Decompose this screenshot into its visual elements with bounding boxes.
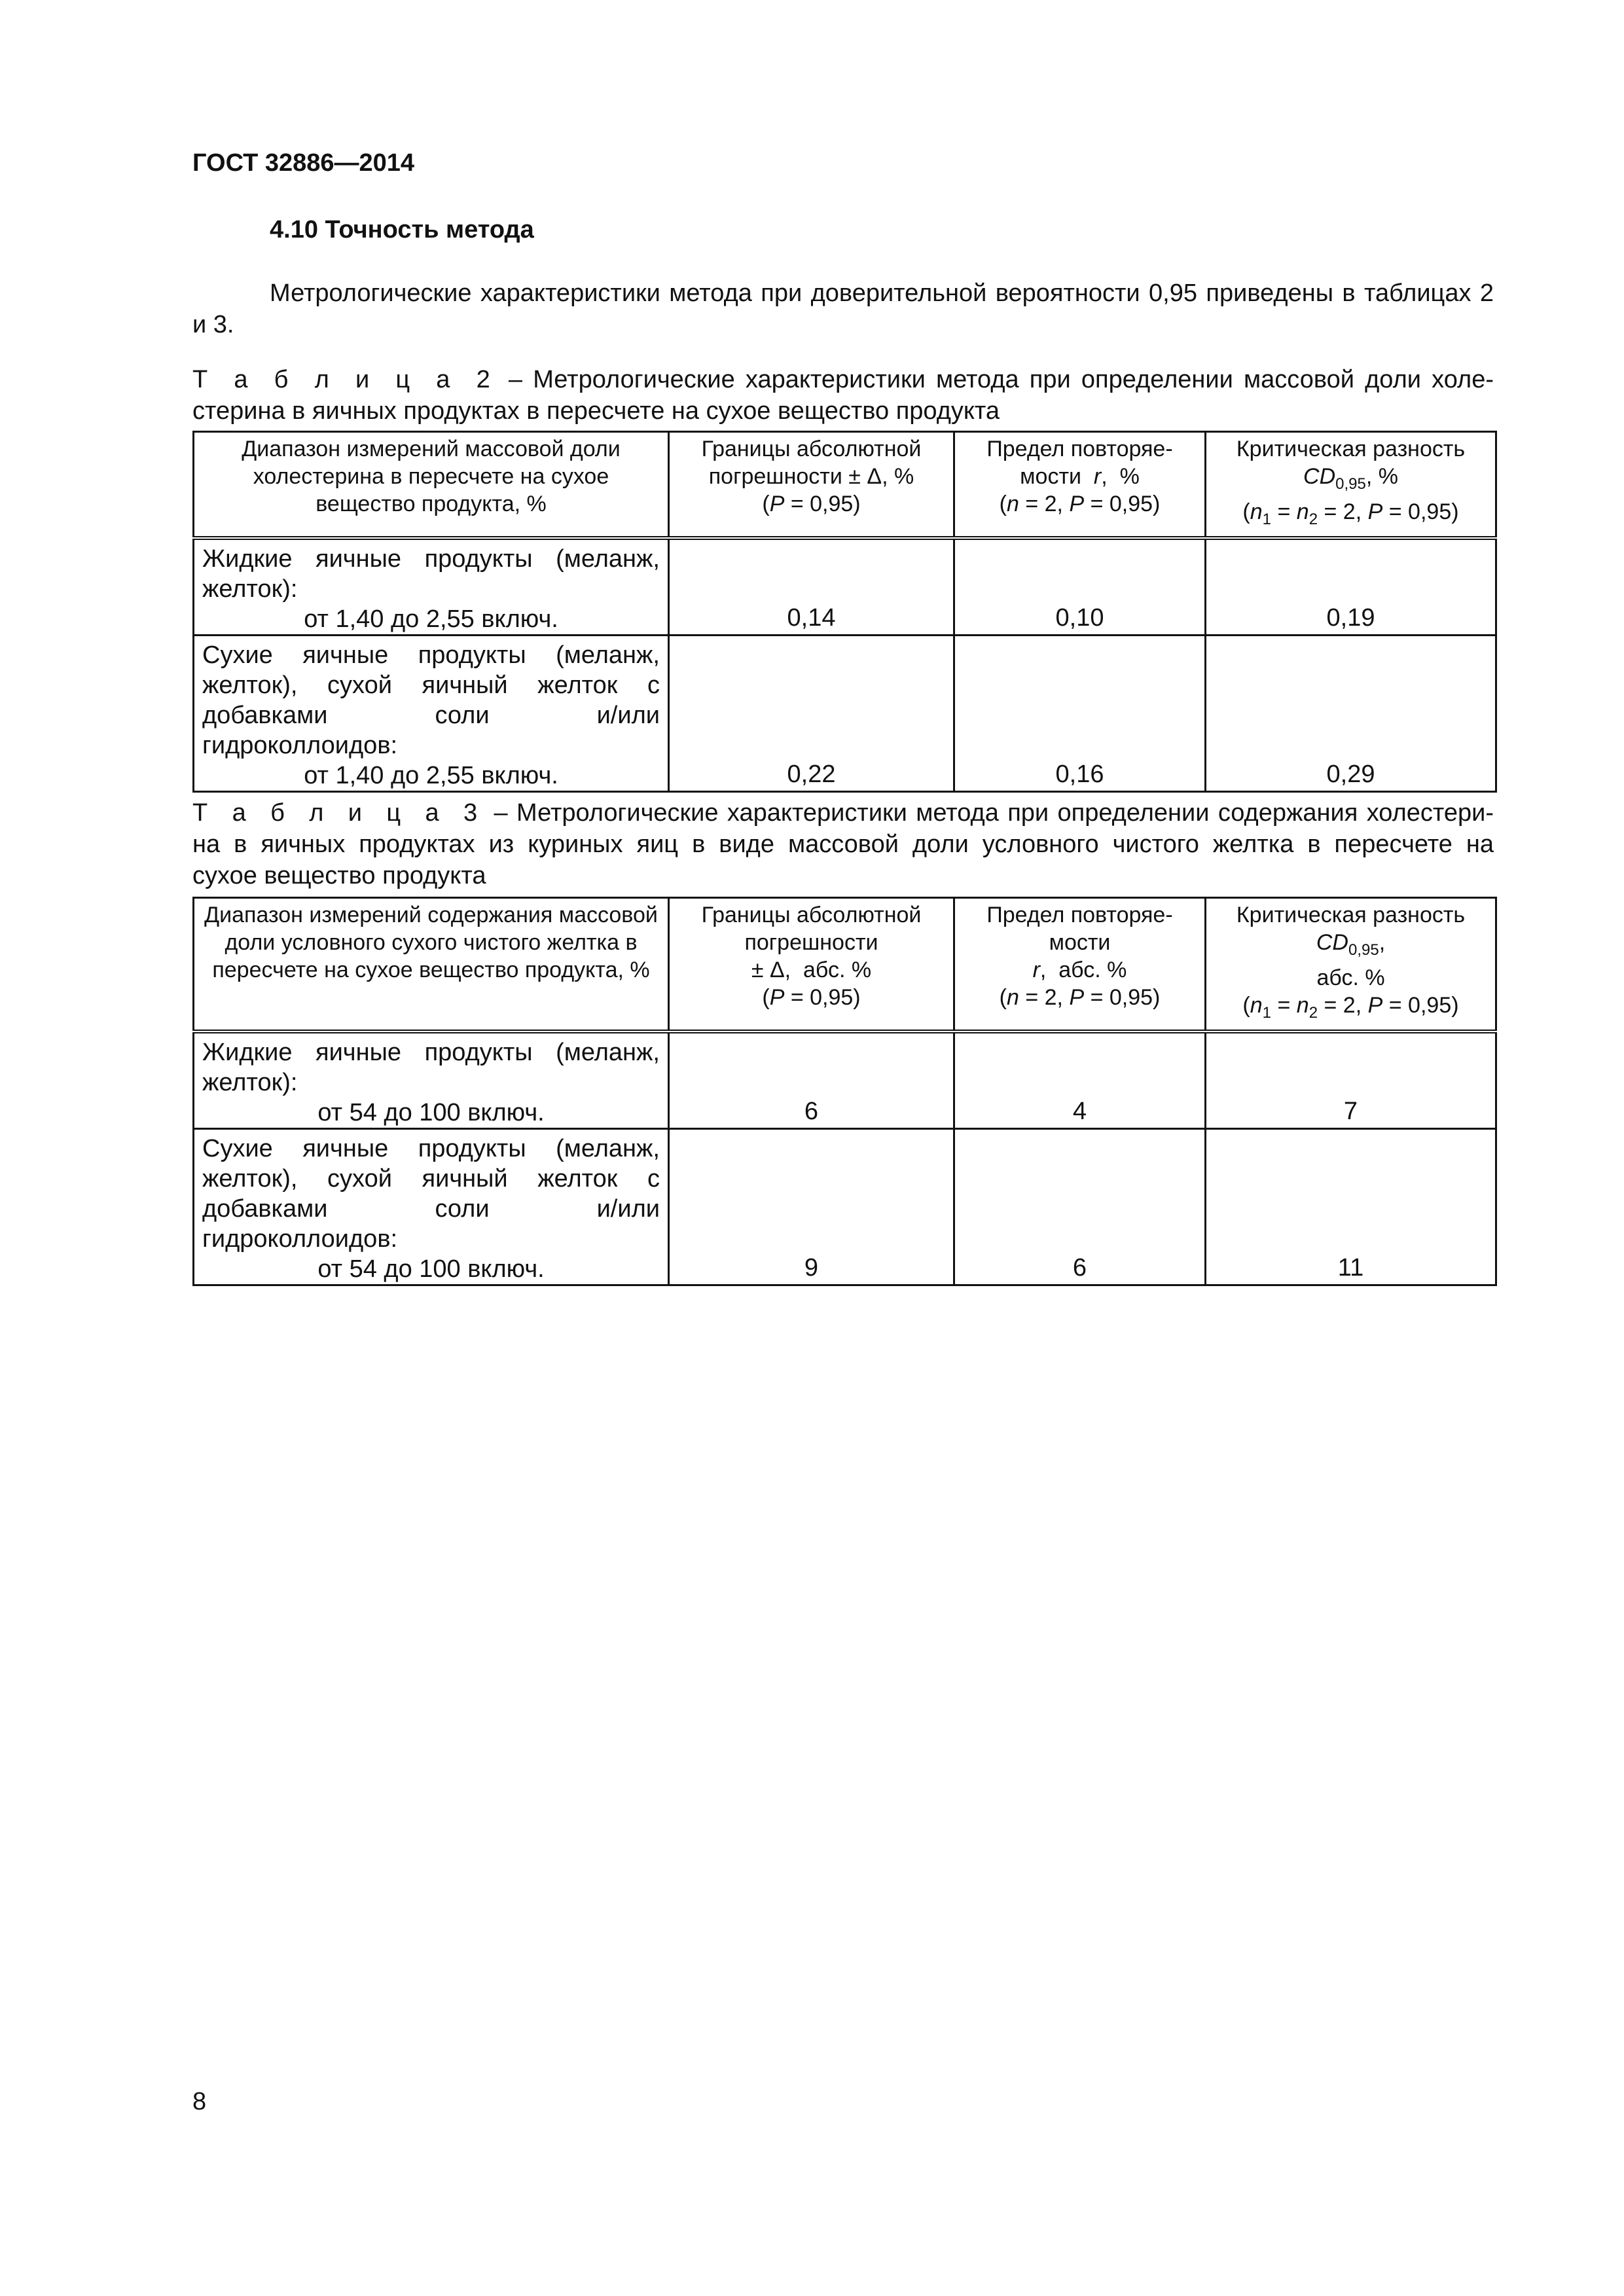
r-cell: 6 [954,1128,1206,1285]
table-row [194,1128,1496,1285]
intro-paragraph [192,278,1494,340]
delta-cell: 6 [669,1031,954,1129]
table-row [194,538,1496,636]
range-text: от 1,40 до 2,55 включ. [304,761,558,789]
product-cell: Сухие яичные продукты (меланж, желток), сухой яичный желток с добавками соли и/или гидроколлоидов: от 1,40 до 2,55 включ. [194,635,669,791]
range-text: от 54 до 100 включ. [317,1098,545,1126]
col-header-delta: Границы абсолютной погрешности ± Δ, % (P = 0,95) [669,432,954,538]
delta-cell: 0,14 [669,538,954,636]
range-text: от 54 до 100 включ. [317,1255,545,1283]
table-header-row [194,898,1496,1031]
col-header-cd: Критическая разность $CD_{0,95}$, абс. % ($n_1 = n_2 = 2$, P = 0,95) [1206,898,1496,1031]
cd-cell: 0,19 [1206,538,1496,636]
col-header-r: Предел повторяе- мости r, абс. % (n = 2, P = 0,95) [954,898,1206,1031]
delta-cell: 9 [669,1128,954,1285]
page-number: 8 [192,2088,207,2115]
table3-label: Т а б л и ц а 3 [192,799,486,827]
col-header-r: Предел повторяе- мости r, % (n = 2, P = 0,95) [954,432,1206,538]
table-row [194,635,1496,791]
table3-caption-line1: Т а б л и ц а 3 – Метрологические характеристики метода при определении содержания холестери- [192,799,1494,827]
table3-caption [192,797,1494,891]
delta-cell: 0,22 [669,635,954,791]
product-cell: Сухие яичные продукты (меланж, желток), сухой яичный желток с добавками соли и/или гидроколлоидов: от 54 до 100 включ. [194,1128,669,1285]
table-3 [192,897,1497,1286]
table-2 [192,431,1497,793]
intro-text: Метрологические характеристики метода при доверительной вероятности 0,95 приведены в таблицах 2 и 3. [192,279,1494,338]
document-header: ГОСТ 32886—2014 [192,149,415,177]
r-cell: 0,16 [954,635,1206,791]
col-header-cd: Критическая разность $CD_{0,95}$, % ($n_1 = n_2 = 2$, P = 0,95) [1206,432,1496,538]
table-header-row [194,432,1496,538]
section-title: 4.10 Точность метода [270,216,534,243]
col-header-range: Диапазон измерений массовой доли холестерина в пересчете на сухое вещество продукта, % [194,432,669,538]
range-text: от 1,40 до 2,55 включ. [304,605,558,633]
table2-label: Т а б л и ц а 2 [192,366,498,393]
table3-caption-line3: сухое вещество продукта [192,862,486,889]
table3-caption-line2: на в яичных продуктах из куриных яиц в виде массовой доли условного чистого желтка в пересчете на [192,831,1494,858]
table-row [194,1031,1496,1129]
cd-cell: 11 [1206,1128,1496,1285]
product-cell: Жидкие яичные продукты (меланж, желток): от 1,40 до 2,55 включ. [194,538,669,636]
r-cell: 4 [954,1031,1206,1129]
r-cell: 0,10 [954,538,1206,636]
table2-caption [192,364,1494,427]
col-header-delta: Границы абсолютной погрешности ± Δ, абс. % (P = 0,95) [669,898,954,1031]
col-header-range: Диапазон измерений содержания массовой доли условного сухого чистого желтка в пересчете на сухое вещество продукта, % [194,898,669,1031]
cd-cell: 7 [1206,1031,1496,1129]
cd-cell: 0,29 [1206,635,1496,791]
product-cell: Жидкие яичные продукты (меланж, желток): от 54 до 100 включ. [194,1031,669,1129]
table2-caption-line1: Т а б л и ц а 2 – Метрологические характеристики метода при определении массовой доли холе- [192,366,1494,393]
table2-caption-line2: стерина в яичных продуктах в пересчете на сухое вещество продукта [192,397,1000,425]
